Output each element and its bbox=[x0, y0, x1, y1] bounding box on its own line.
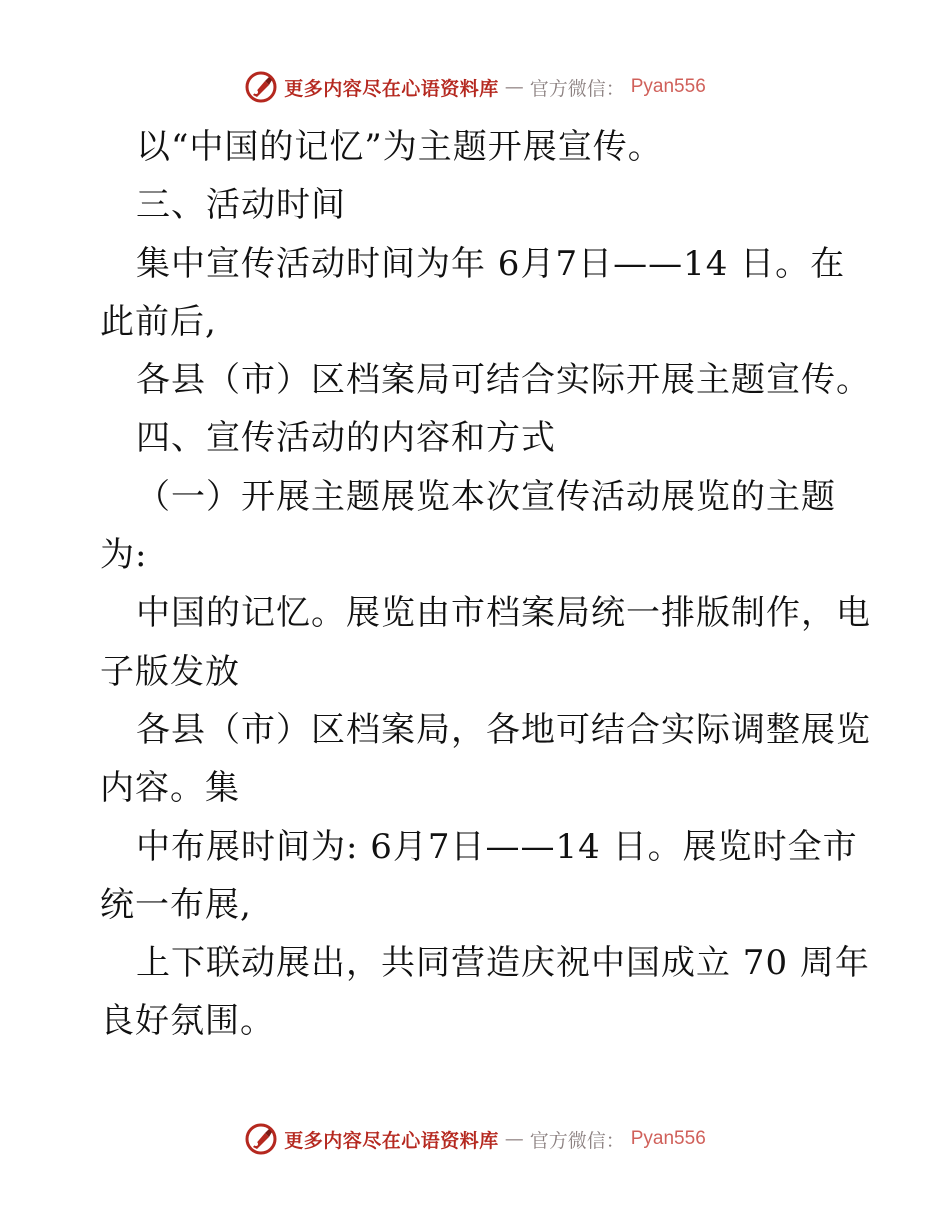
body-line: 中国的记忆。展览由市档案局统一排版制作，电 bbox=[136, 593, 871, 634]
body-line: 集中宣传活动时间为年 6月7日——14 日。在 bbox=[136, 243, 846, 284]
watermark-separator: — bbox=[504, 76, 524, 98]
watermark-site-name: 更多内容尽在心语资料库 bbox=[284, 1129, 499, 1152]
body-line: 上下联动展出，共同营造庆祝中国成立 70 周年 bbox=[136, 943, 870, 984]
body-line: 统一布展, bbox=[100, 884, 252, 925]
watermark-wechat-label: 官方微信： bbox=[529, 1129, 625, 1152]
body-line: 子版发放 bbox=[100, 651, 240, 692]
pen-logo-icon bbox=[244, 70, 278, 104]
body-line: 为: bbox=[100, 535, 148, 576]
footer-watermark bbox=[0, 1122, 950, 1156]
body-line: （一）开展主题展览本次宣传活动展览的主题 bbox=[136, 476, 836, 517]
pen-logo-icon bbox=[244, 1122, 278, 1156]
body-line: 内容。集 bbox=[100, 768, 240, 809]
section-heading-content: 四、宣传活动的内容和方式 bbox=[136, 418, 556, 459]
body-line: 各县（市）区档案局可结合实际开展主题宣传。 bbox=[136, 360, 871, 401]
watermark-wechat-handle: Pyan556 bbox=[630, 1128, 706, 1149]
watermark-separator: — bbox=[504, 1128, 524, 1150]
section-heading-time: 三、活动时间 bbox=[136, 185, 346, 226]
body-line: 各县（市）区档案局，各地可结合实际调整展览 bbox=[136, 709, 871, 750]
watermark-wechat-label: 官方微信： bbox=[529, 77, 625, 100]
body-line: 以“中国的记忆”为主题开展宣传。 bbox=[136, 127, 663, 167]
body-line: 中布展时间为: 6月7日——14 日。展览时全市 bbox=[136, 826, 858, 867]
watermark-site-name: 更多内容尽在心语资料库 bbox=[284, 77, 499, 100]
watermark-wechat-handle: Pyan556 bbox=[630, 76, 706, 97]
document-body bbox=[100, 118, 871, 1051]
body-line: 良好氛围。 bbox=[100, 1001, 275, 1042]
body-line: 此前后, bbox=[100, 301, 217, 342]
header-watermark bbox=[0, 70, 950, 104]
